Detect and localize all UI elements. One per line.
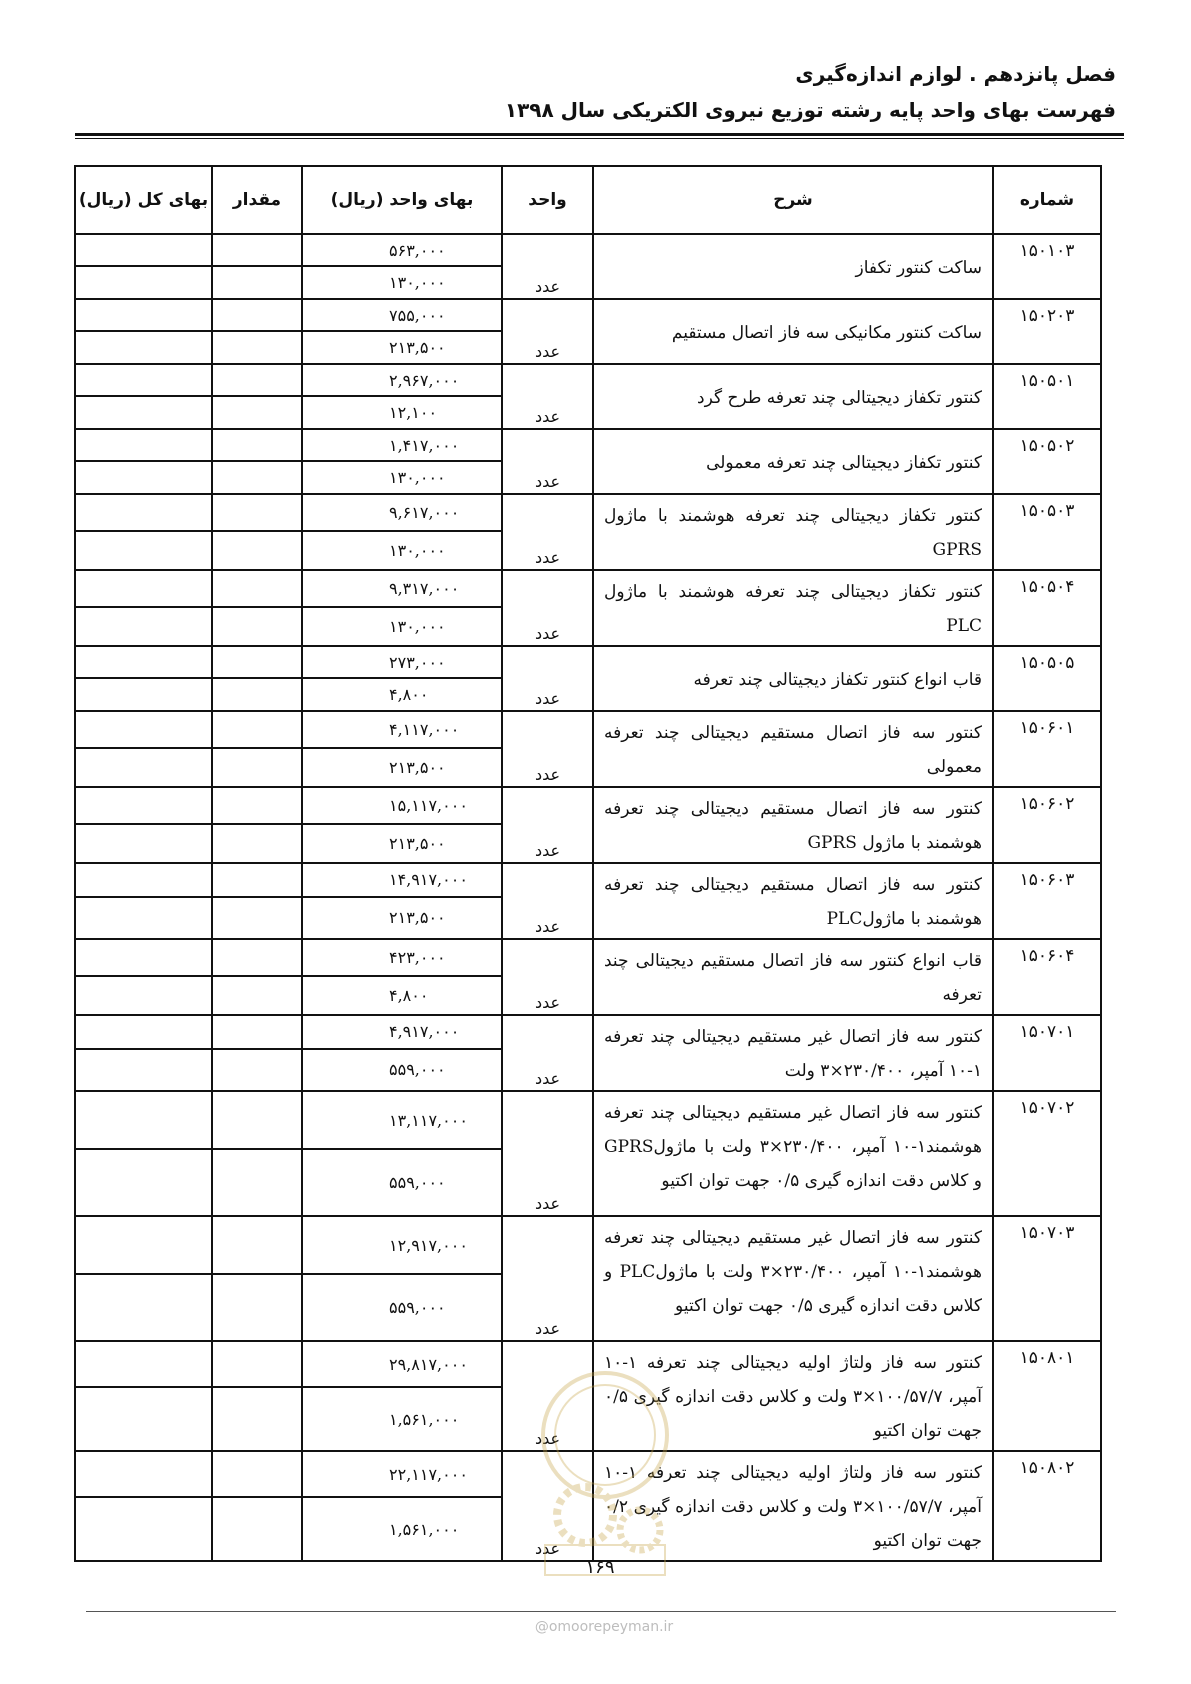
- unit-price-installation: ۱۲,۱۰۰: [302, 396, 502, 429]
- total-price-cell: [75, 299, 212, 331]
- quantity-cell: [212, 1274, 302, 1341]
- total-price-cell: [75, 1091, 212, 1149]
- table-row: [75, 299, 1101, 331]
- quantity-cell: [212, 429, 302, 461]
- quantity-cell: [212, 939, 302, 976]
- total-price-cell: [75, 1015, 212, 1049]
- quantity-cell: [212, 824, 302, 863]
- total-price-cell: [75, 1049, 212, 1091]
- quantity-cell: [212, 1149, 302, 1216]
- item-description: قاب انواع کنتور سه فاز اتصال مستقیم دیجیتالی چند تعرفه: [593, 939, 993, 1015]
- item-code: ۱۵۰۶۰۱: [993, 711, 1101, 787]
- footer-rule: [86, 1611, 1116, 1612]
- chapter-title: فصل پانزدهم . لوازم اندازه‌گیری: [795, 62, 1116, 86]
- item-description: کنتور سه فاز اتصال مستقیم دیجیتالی چند تعرفه هوشمند با ماژولPLC: [593, 863, 993, 939]
- item-unit: عدد: [502, 863, 593, 939]
- unit-price-installation: ۱۳۰,۰۰۰: [302, 607, 502, 646]
- col-header-unit: واحد: [502, 166, 593, 234]
- table-row: [75, 234, 1101, 266]
- watermark-url: @omoorepeyman.ir: [534, 1619, 674, 1635]
- item-code: ۱۵۰۵۰۲: [993, 429, 1101, 494]
- unit-price-material: ۱۴,۹۱۷,۰۰۰: [302, 863, 502, 897]
- item-code: ۱۵۰۷۰۳: [993, 1216, 1101, 1341]
- table-row: [75, 429, 1101, 461]
- unit-price-installation: ۱,۵۶۱,۰۰۰: [302, 1387, 502, 1451]
- total-price-cell: [75, 824, 212, 863]
- unit-price-installation: ۵۵۹,۰۰۰: [302, 1049, 502, 1091]
- quantity-cell: [212, 897, 302, 939]
- table-row: [75, 863, 1101, 897]
- item-description: کنتور سه فاز اتصال غیر مستقیم دیجیتالی چند تعرفه ۱-۱۰ آمپر، ۲۳۰/۴۰۰×۳ ولت: [593, 1015, 993, 1091]
- unit-price-material: ۹,۶۱۷,۰۰۰: [302, 494, 502, 531]
- unit-price-material: ۱۲,۹۱۷,۰۰۰: [302, 1216, 502, 1274]
- item-unit: عدد: [502, 570, 593, 646]
- unit-price-installation: ۲۱۳,۵۰۰: [302, 897, 502, 939]
- quantity-cell: [212, 1451, 302, 1497]
- unit-price-material: ۲,۹۶۷,۰۰۰: [302, 364, 502, 396]
- total-price-cell: [75, 396, 212, 429]
- total-price-cell: [75, 1387, 212, 1451]
- item-description: کنتور سه فاز اتصال غیر مستقیم دیجیتالی چند تعرفه هوشمند۱-۱۰ آمپر، ۲۳۰/۴۰۰×۳ ولت با ماژولGPRS و کلاس دقت اندازه گیری ۰/۵ جهت توان اکتیو: [593, 1091, 993, 1216]
- quantity-cell: [212, 1341, 302, 1387]
- item-description: کنتور سه فاز اتصال غیر مستقیم دیجیتالی چند تعرفه هوشمند۱-۱۰ آمپر، ۲۳۰/۴۰۰×۳ ولت با ماژولPLC و کلاس دقت اندازه گیری ۰/۵ جهت توان اکتیو: [593, 1216, 993, 1341]
- quantity-cell: [212, 1049, 302, 1091]
- quantity-cell: [212, 1216, 302, 1274]
- quantity-cell: [212, 646, 302, 678]
- item-description: ساکت کنتور تکفاز: [593, 234, 993, 299]
- total-price-cell: [75, 748, 212, 787]
- col-header-unit-price: بهای واحد (ریال): [302, 166, 502, 234]
- total-price-cell: [75, 570, 212, 607]
- quantity-cell: [212, 976, 302, 1015]
- quantity-cell: [212, 863, 302, 897]
- unit-price-material: ۷۵۵,۰۰۰: [302, 299, 502, 331]
- table-header-row: [75, 166, 1101, 234]
- unit-price-installation: ۱,۵۶۱,۰۰۰: [302, 1497, 502, 1561]
- total-price-cell: [75, 429, 212, 461]
- unit-price-installation: ۱۳۰,۰۰۰: [302, 531, 502, 570]
- unit-price-material: ۲۲,۱۱۷,۰۰۰: [302, 1451, 502, 1497]
- total-price-cell: [75, 1274, 212, 1341]
- item-code: ۱۵۰۵۰۱: [993, 364, 1101, 429]
- item-description: کنتور سه فاز اتصال مستقیم دیجیتالی چند تعرفه معمولی: [593, 711, 993, 787]
- total-price-cell: [75, 1149, 212, 1216]
- quantity-cell: [212, 748, 302, 787]
- item-code: ۱۵۰۱۰۳: [993, 234, 1101, 299]
- item-code: ۱۵۰۵۰۵: [993, 646, 1101, 711]
- header-rule-thick: [75, 133, 1124, 136]
- total-price-cell: [75, 364, 212, 396]
- item-description: کنتور تکفاز دیجیتالی چند تعرفه معمولی: [593, 429, 993, 494]
- unit-price-material: ۵۶۳,۰۰۰: [302, 234, 502, 266]
- total-price-cell: [75, 939, 212, 976]
- total-price-cell: [75, 531, 212, 570]
- total-price-cell: [75, 1451, 212, 1497]
- item-code: ۱۵۰۷۰۲: [993, 1091, 1101, 1216]
- item-code: ۱۵۰۸۰۱: [993, 1341, 1101, 1451]
- item-unit: عدد: [502, 429, 593, 494]
- quantity-cell: [212, 266, 302, 299]
- unit-price-material: ۴,۱۱۷,۰۰۰: [302, 711, 502, 748]
- unit-price-material: ۱,۴۱۷,۰۰۰: [302, 429, 502, 461]
- item-description: کنتور تکفاز دیجیتالی چند تعرفه هوشمند با ماژول GPRS: [593, 494, 993, 570]
- unit-price-material: ۲۹,۸۱۷,۰۰۰: [302, 1341, 502, 1387]
- table-row: [75, 646, 1101, 678]
- unit-price-installation: ۲۱۳,۵۰۰: [302, 748, 502, 787]
- item-description: کنتور سه فاز اتصال مستقیم دیجیتالی چند تعرفه هوشمند با ماژول GPRS: [593, 787, 993, 863]
- document-subtitle: فهرست بهای واحد پایه رشته توزیع نیروی الکتریکی سال ۱۳۹۸: [504, 98, 1116, 122]
- unit-price-material: ۴,۹۱۷,۰۰۰: [302, 1015, 502, 1049]
- unit-price-material: ۲۷۳,۰۰۰: [302, 646, 502, 678]
- item-code: ۱۵۰۲۰۳: [993, 299, 1101, 364]
- quantity-cell: [212, 234, 302, 266]
- quantity-cell: [212, 396, 302, 429]
- table-row: [75, 711, 1101, 748]
- total-price-cell: [75, 787, 212, 824]
- price-list-table: [74, 165, 1102, 1562]
- quantity-cell: [212, 299, 302, 331]
- item-code: ۱۵۰۵۰۳: [993, 494, 1101, 570]
- total-price-cell: [75, 863, 212, 897]
- seal-watermark: [515, 1365, 695, 1585]
- quantity-cell: [212, 531, 302, 570]
- item-unit: عدد: [502, 787, 593, 863]
- col-header-number: شماره: [993, 166, 1101, 234]
- total-price-cell: [75, 234, 212, 266]
- item-unit: عدد: [502, 646, 593, 711]
- item-description: کنتور سه فاز ولتاژ اولیه دیجیتالی چند تعرفه ۱-۱۰ آمپر، ۱۰۰/۵۷/۷×۳ ولت و کلاس دقت اندازه گیری ۰/۲ جهت توان اکتیو: [593, 1451, 993, 1561]
- item-code: ۱۵۰۶۰۳: [993, 863, 1101, 939]
- table-row: [75, 1091, 1101, 1149]
- total-price-cell: [75, 607, 212, 646]
- item-description: کنتور سه فاز ولتاژ اولیه دیجیتالی چند تعرفه ۱-۱۰ آمپر، ۱۰۰/۵۷/۷×۳ ولت و کلاس دقت اندازه گیری ۰/۵ جهت توان اکتیو: [593, 1341, 993, 1451]
- page-number: ۱۶۹: [585, 1557, 615, 1578]
- item-code: ۱۵۰۶۰۲: [993, 787, 1101, 863]
- unit-price-installation: ۱۳۰,۰۰۰: [302, 461, 502, 494]
- total-price-cell: [75, 976, 212, 1015]
- item-code: ۱۵۰۸۰۲: [993, 1451, 1101, 1561]
- quantity-cell: [212, 461, 302, 494]
- item-code: ۱۵۰۶۰۴: [993, 939, 1101, 1015]
- unit-price-material: ۱۳,۱۱۷,۰۰۰: [302, 1091, 502, 1149]
- quantity-cell: [212, 494, 302, 531]
- table-row: [75, 939, 1101, 976]
- total-price-cell: [75, 266, 212, 299]
- item-description: ساکت کنتور مکانیکی سه فاز اتصال مستقیم: [593, 299, 993, 364]
- unit-price-installation: ۴,۸۰۰: [302, 678, 502, 711]
- item-unit: عدد: [502, 939, 593, 1015]
- item-unit: عدد: [502, 494, 593, 570]
- unit-price-installation: ۴,۸۰۰: [302, 976, 502, 1015]
- table-row: [75, 1216, 1101, 1274]
- col-header-quantity: مقدار: [212, 166, 302, 234]
- unit-price-installation: ۲۱۳,۵۰۰: [302, 824, 502, 863]
- item-unit: عدد: [502, 1216, 593, 1341]
- total-price-cell: [75, 461, 212, 494]
- item-code: ۱۵۰۵۰۴: [993, 570, 1101, 646]
- item-description: کنتور تکفاز دیجیتالی چند تعرفه طرح گرد: [593, 364, 993, 429]
- unit-price-installation: ۵۵۹,۰۰۰: [302, 1274, 502, 1341]
- total-price-cell: [75, 331, 212, 364]
- header-rule-thin: [75, 138, 1124, 139]
- quantity-cell: [212, 787, 302, 824]
- quantity-cell: [212, 678, 302, 711]
- total-price-cell: [75, 1216, 212, 1274]
- total-price-cell: [75, 1341, 212, 1387]
- quantity-cell: [212, 1387, 302, 1451]
- item-unit: عدد: [502, 299, 593, 364]
- quantity-cell: [212, 1091, 302, 1149]
- total-price-cell: [75, 646, 212, 678]
- quantity-cell: [212, 711, 302, 748]
- quantity-cell: [212, 1497, 302, 1561]
- unit-price-installation: ۵۵۹,۰۰۰: [302, 1149, 502, 1216]
- quantity-cell: [212, 364, 302, 396]
- total-price-cell: [75, 711, 212, 748]
- quantity-cell: [212, 331, 302, 364]
- table-row: [75, 787, 1101, 824]
- unit-price-material: ۴۲۳,۰۰۰: [302, 939, 502, 976]
- table-body: [75, 234, 1101, 1561]
- quantity-cell: [212, 607, 302, 646]
- unit-price-material: ۹,۳۱۷,۰۰۰: [302, 570, 502, 607]
- total-price-cell: [75, 494, 212, 531]
- item-unit: عدد: [502, 1091, 593, 1216]
- item-unit: عدد: [502, 1451, 593, 1561]
- item-description: قاب انواع کنتور تکفاز دیجیتالی چند تعرفه: [593, 646, 993, 711]
- unit-price-installation: ۱۳۰,۰۰۰: [302, 266, 502, 299]
- unit-price-installation: ۲۱۳,۵۰۰: [302, 331, 502, 364]
- table-row: [75, 570, 1101, 607]
- item-unit: عدد: [502, 1015, 593, 1091]
- quantity-cell: [212, 1015, 302, 1049]
- table-row: [75, 494, 1101, 531]
- item-unit: عدد: [502, 711, 593, 787]
- total-price-cell: [75, 678, 212, 711]
- col-header-total-price: بهای کل (ریال): [75, 166, 212, 234]
- total-price-cell: [75, 1497, 212, 1561]
- total-price-cell: [75, 897, 212, 939]
- item-unit: عدد: [502, 234, 593, 299]
- item-unit: عدد: [502, 1341, 593, 1451]
- quantity-cell: [212, 570, 302, 607]
- table-row: [75, 364, 1101, 396]
- item-unit: عدد: [502, 364, 593, 429]
- item-description: کنتور تکفاز دیجیتالی چند تعرفه هوشمند با ماژول PLC: [593, 570, 993, 646]
- item-code: ۱۵۰۷۰۱: [993, 1015, 1101, 1091]
- table-row: [75, 1015, 1101, 1049]
- col-header-description: شرح: [593, 166, 993, 234]
- unit-price-material: ۱۵,۱۱۷,۰۰۰: [302, 787, 502, 824]
